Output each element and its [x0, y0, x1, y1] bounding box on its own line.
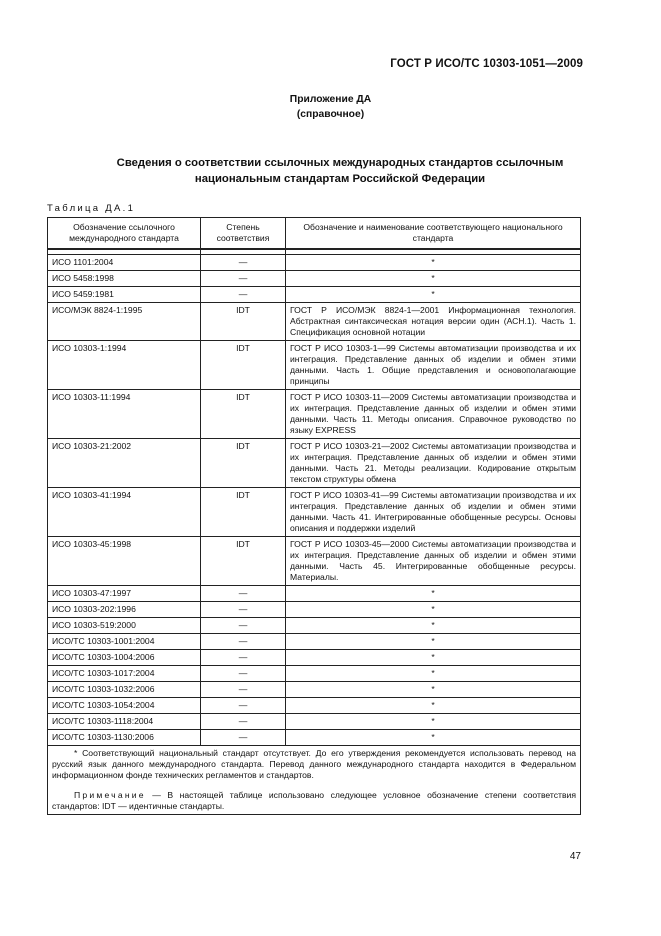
- cell-designation: ИСО 10303-47:1997: [48, 586, 201, 602]
- header-degree: Степень соответствия: [201, 218, 286, 250]
- table-row: [48, 634, 581, 650]
- cell-degree: IDT: [201, 488, 286, 537]
- cell-national: *: [286, 714, 581, 730]
- table-row: [48, 682, 581, 698]
- cell-national: *: [286, 634, 581, 650]
- note-text: — В настоящей таблице использовано следующее условное обозначение степени соответствия стандартов: IDT — идентичные стандарты.: [52, 790, 576, 811]
- annex-title: Приложение ДА: [289, 94, 372, 105]
- table-header-row: [48, 218, 581, 250]
- table-row: [48, 666, 581, 682]
- table-row: [48, 586, 581, 602]
- table-row: [48, 730, 581, 746]
- cell-national: *: [286, 730, 581, 746]
- cell-degree: IDT: [201, 439, 286, 488]
- header-national-standard: Обозначение и наименование соответствующего национального стандарта: [286, 218, 581, 250]
- section-title-line-1: Сведения о соответствии ссылочных международных стандартов ссылочным: [116, 157, 564, 169]
- cell-degree: —: [201, 602, 286, 618]
- table-row: [48, 618, 581, 634]
- cell-designation: ИСО/ТС 10303-1004:2006: [48, 650, 201, 666]
- cell-national: *: [286, 255, 581, 271]
- cell-degree: —: [201, 666, 286, 682]
- cell-designation: ИСО 10303-41:1994: [48, 488, 201, 537]
- table-row: [48, 698, 581, 714]
- table-row: [48, 439, 581, 488]
- section-title: [60, 155, 620, 187]
- table-row: [48, 488, 581, 537]
- cell-national: *: [286, 287, 581, 303]
- cell-designation: ИСО 5458:1998: [48, 271, 201, 287]
- cell-designation: ИСО/МЭК 8824-1:1995: [48, 303, 201, 341]
- cell-degree: —: [201, 271, 286, 287]
- table-row: [48, 650, 581, 666]
- cell-designation: ИСО/ТС 10303-1130:2006: [48, 730, 201, 746]
- cell-designation: ИСО 10303-45:1998: [48, 537, 201, 586]
- correspondence-table: [47, 217, 581, 815]
- cell-designation: ИСО/ТС 10303-1032:2006: [48, 682, 201, 698]
- table-row: [48, 287, 581, 303]
- cell-designation: ИСО 10303-1:1994: [48, 341, 201, 390]
- cell-designation: ИСО/ТС 10303-1054:2004: [48, 698, 201, 714]
- note: [52, 790, 576, 812]
- table-row: [48, 271, 581, 287]
- cell-degree: IDT: [201, 537, 286, 586]
- cell-degree: IDT: [201, 303, 286, 341]
- table-note-row: [48, 746, 581, 815]
- cell-designation: ИСО 10303-202:1996: [48, 602, 201, 618]
- cell-degree: IDT: [201, 341, 286, 390]
- section-title-line-2: национальным стандартам Российской Федерации: [194, 173, 486, 185]
- cell-designation: ИСО 5459:1981: [48, 287, 201, 303]
- cell-national: *: [286, 271, 581, 287]
- cell-national: *: [286, 698, 581, 714]
- cell-degree: —: [201, 698, 286, 714]
- document-code: ГОСТ Р ИСО/ТС 10303-1051—2009: [390, 58, 583, 70]
- cell-degree: —: [201, 730, 286, 746]
- cell-national: *: [286, 650, 581, 666]
- table-row: [48, 255, 581, 271]
- cell-degree: —: [201, 618, 286, 634]
- header-international-standard: Обозначение ссылочного международного стандарта: [48, 218, 201, 250]
- cell-degree: —: [201, 287, 286, 303]
- cell-national: ГОСТ Р ИСО 10303-45—2000 Системы автоматизации производства и их интеграция. Представление данных об изделии и обмен этими данными. Часть 45. Интегрированные обобщенные ресурсы. Материалы.: [286, 537, 581, 586]
- footnote: * Соответствующий национальный стандарт отсутствует. До его утверждения рекомендуется использовать перевод на русский язык данного международного стандарта. Перевод данного международного стандарта находится в Федеральном информационном фонде технических регламентов и стандартов.: [52, 748, 576, 780]
- page-number: 47: [569, 851, 581, 862]
- cell-designation: ИСО/ТС 10303-1118:2004: [48, 714, 201, 730]
- table-row: [48, 390, 581, 439]
- cell-national: *: [286, 666, 581, 682]
- annex-subtitle: (справочное): [296, 109, 365, 120]
- cell-national: *: [286, 586, 581, 602]
- cell-designation: ИСО 10303-11:1994: [48, 390, 201, 439]
- cell-national: ГОСТ Р ИСО 10303-11—2009 Системы автоматизации производства и их интеграция. Представление данных об изделии и обмен этими данными. Часть 11. Методы описания. Справочное руководство по языку EXPRESS: [286, 390, 581, 439]
- cell-designation: ИСО 10303-519:2000: [48, 618, 201, 634]
- cell-designation: ИСО 1101:2004: [48, 255, 201, 271]
- table-row: [48, 537, 581, 586]
- cell-national: ГОСТ Р ИСО 10303-41—99 Системы автоматизации производства и их интеграция. Представление данных об изделии и обмен этими данными. Часть 41. Интегрированные обобщенные ресурсы. Основы описания и поддержки изделий: [286, 488, 581, 537]
- cell-national: *: [286, 618, 581, 634]
- cell-degree: —: [201, 714, 286, 730]
- table-row: [48, 714, 581, 730]
- cell-degree: —: [201, 586, 286, 602]
- cell-designation: ИСО/ТС 10303-1017:2004: [48, 666, 201, 682]
- cell-national: ГОСТ Р ИСО 10303-21—2002 Системы автоматизации производства и их интеграция. Представление данных об изделии и обмен этими данными. Часть 21. Методы реализации. Кодирование открытым текстом структуры обмена: [286, 439, 581, 488]
- cell-designation: ИСО 10303-21:2002: [48, 439, 201, 488]
- cell-national: *: [286, 682, 581, 698]
- cell-designation: ИСО/ТС 10303-1001:2004: [48, 634, 201, 650]
- table-row: [48, 341, 581, 390]
- cell-national: ГОСТ Р ИСО/МЭК 8824-1—2001 Информационная технология. Абстрактная синтаксическая нотация версии один (АСН.1). Часть 1. Спецификация основной нотации: [286, 303, 581, 341]
- cell-degree: —: [201, 650, 286, 666]
- table-row: [48, 602, 581, 618]
- table-note-cell: [48, 746, 581, 815]
- cell-national: ГОСТ Р ИСО 10303-1—99 Системы автоматизации производства и их интеграция. Представление данных об изделии и обмен этими данными. Часть 1. Общие представления и основополагающие принципы: [286, 341, 581, 390]
- cell-degree: —: [201, 682, 286, 698]
- cell-degree: IDT: [201, 390, 286, 439]
- table-row: [48, 303, 581, 341]
- note-label: Примечание: [74, 790, 146, 800]
- annex-heading: [0, 92, 661, 122]
- cell-degree: —: [201, 634, 286, 650]
- table-label: Таблица ДА.1: [47, 203, 136, 214]
- cell-degree: —: [201, 255, 286, 271]
- cell-national: *: [286, 602, 581, 618]
